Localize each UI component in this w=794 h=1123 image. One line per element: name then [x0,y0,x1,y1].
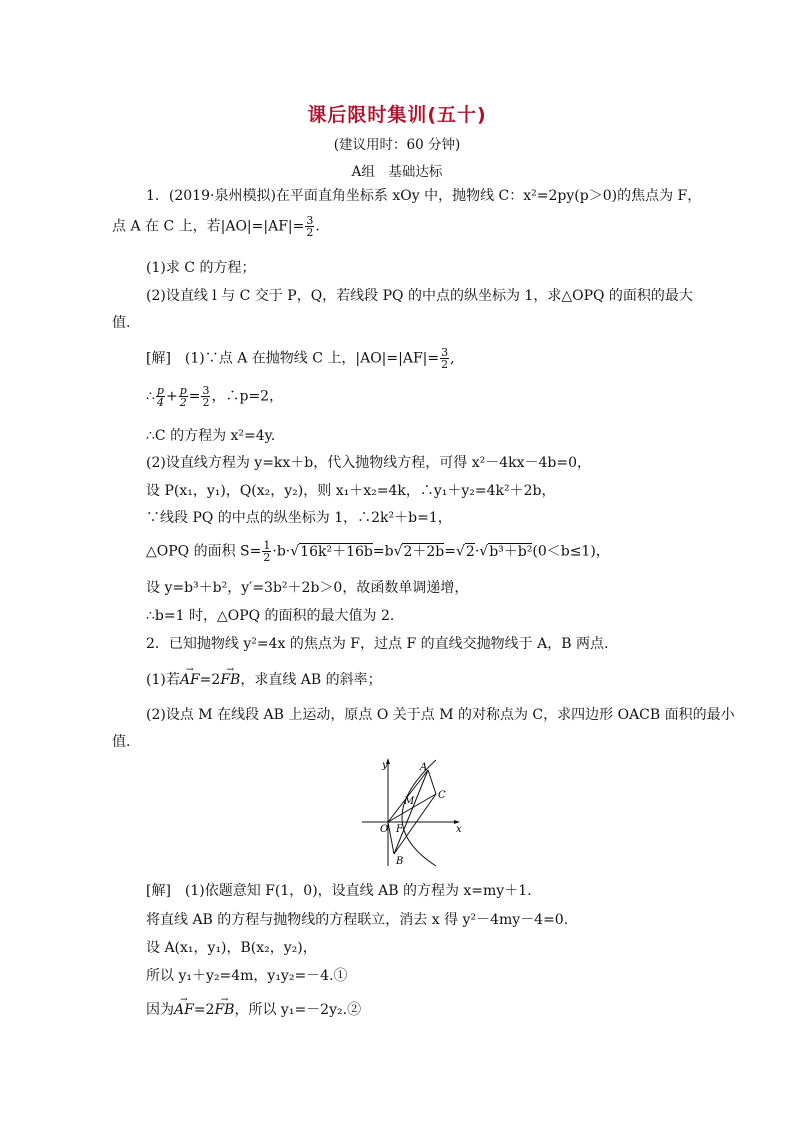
label-x: x [456,824,462,835]
text: = [444,543,456,560]
radicand: 2 [465,543,475,560]
equals: = [188,388,201,405]
radicand: 2＋2b [403,543,445,560]
q1-part1: (1)求 C 的方程； [146,260,256,276]
sol2-line5 [146,1000,361,1020]
sol2-line1: [解] (1)依题意知 F(1，0)，设直线 AB 的方程为 x=my＋1. [146,883,532,899]
fraction-den: 2 [441,358,449,371]
parabola-figure [358,756,468,868]
sol1-line1-end: , [450,350,455,367]
vector: → FB [220,670,240,690]
label-a: A [420,762,428,773]
sol1-line4: (2)设直线方程为 y=kx＋b，代入抛物线方程，可得 x²－4kx－4b=0， [146,455,592,471]
fraction-num: 3 [202,384,210,397]
sol1-line6: ∵线段 PQ 的中点的纵坐标为 1，∴2k²＋b=1， [146,510,452,526]
sol1-line1-text: [解] (1)∵点 A 在抛物线 C 上，|AO|=|AF|= [146,350,440,367]
sol2-line3: 设 A(x₁，y₁)，B(x₂，y₂)， [146,940,317,956]
text: ·b· [272,543,291,560]
text: ，所以 y₁=－2y₂.② [234,1002,362,1018]
fraction [440,347,449,370]
text: · [474,543,480,560]
text: (0＜b≤1)， [532,543,610,560]
fraction-num: p [179,384,187,397]
q1-line2-end: . [315,218,320,235]
fraction [156,385,165,408]
text: =b [372,543,394,560]
radicand: 16k²＋16b [300,543,373,560]
q1-line1: 1．(2019·泉州模拟)在平面直角坐标系 xOy 中，抛物线 C：x²=2py(p＞0)的焦点为 F， [146,188,702,204]
label-b: B [396,856,404,867]
label-f: F [396,824,403,835]
sol1-line8: 设 y=b³＋b²，y′=3b²＋2b＞0，故函数单调递增， [146,580,469,596]
parabola-curve [402,760,436,866]
fraction-num: 3 [306,214,314,227]
q1-line2-text: 点 A 在 C 上，若|AO|=|AF|= [112,218,305,235]
segment-ob [388,822,394,854]
fraction [201,385,210,408]
fraction [262,540,271,563]
fraction-den: 2 [263,551,271,564]
label-m: M [404,796,415,807]
sol1-line9: ∴b=1 时，△OPQ 的面积的最大值为 2. [146,608,395,624]
label-y: y [382,760,388,771]
sol2-line4: 所以 y₁＋y₂=4m，y₁y₂=－4.① [146,968,348,984]
plus: + [165,388,178,405]
fraction-num: 3 [441,346,449,359]
q2-part1 [146,670,382,690]
time-note: (建议用时：60 分钟) [333,137,461,153]
fraction-num: 1 [263,539,271,552]
label-c: C [438,790,446,801]
q1-line2 [112,215,320,238]
q1-part2-end: 值. [112,315,131,331]
text: 因为 [146,1002,174,1018]
fraction [305,215,314,238]
sol1-line5: 设 P(x₁，y₁)，Q(x₂，y₂)，则 x₁＋x₂=4k，∴y₁＋y₂=4k²＋2b， [146,483,556,499]
q2-line1: 2．已知抛物线 y²=4x 的焦点为 F，过点 F 的直线交抛物线于 A，B 两点. [146,636,609,652]
fraction-den: 2 [179,396,187,409]
q2-part2: (2)设点 M 在线段 AB 上运动，原点 O 关于点 M 的对称点为 C，求四边形 OACB 面积的最小 [146,707,735,723]
fraction-den: 4 [156,396,164,409]
sol1-line3: ∴C 的方程为 x²=4y. [146,428,276,444]
label-o: O [380,824,389,835]
segment-ac [428,770,436,794]
therefore: ∴ [146,388,155,405]
text: =2 [193,1002,215,1018]
radicand: b³＋b² [489,543,533,560]
vector: → AF [180,670,200,690]
vector: → AF [174,1000,194,1020]
fraction-num: p [156,384,164,397]
fraction [179,385,188,408]
sol1-line7: △OPQ 的面积 S= $\frac{1}{2}$ ·b·√16k²＋16b=b√2＋2b=√2·√b³＋b²(0＜b≤1)， [146,539,610,564]
area-label: △OPQ 的面积 S= [146,543,262,560]
group-heading: A组 基础达标 [351,164,443,180]
vector: → FB [214,1000,234,1020]
sol2-line2: 将直线 AB 的方程与抛物线的方程联立，消去 x 得 y²－4my－4=0. [146,912,569,928]
sol1-line2 [146,385,283,408]
text: (1)若 [146,672,180,688]
text: ，求直线 AB 的斜率； [240,672,382,688]
fraction-den: 2 [306,226,314,239]
sol1-line2-end: ，∴p=2， [211,388,284,405]
q2-part2-end: 值. [112,734,131,750]
fraction-den: 2 [202,396,210,409]
page-title: 课后限时集训(五十) [307,104,487,126]
text: =2 [199,672,221,688]
q1-part2: (2)设直线 l 与 C 交于 P，Q，若线段 PQ 的中点的纵坐标为 1，求△OPQ 的面积的最大 [146,288,693,304]
sol1-line1 [146,347,455,370]
